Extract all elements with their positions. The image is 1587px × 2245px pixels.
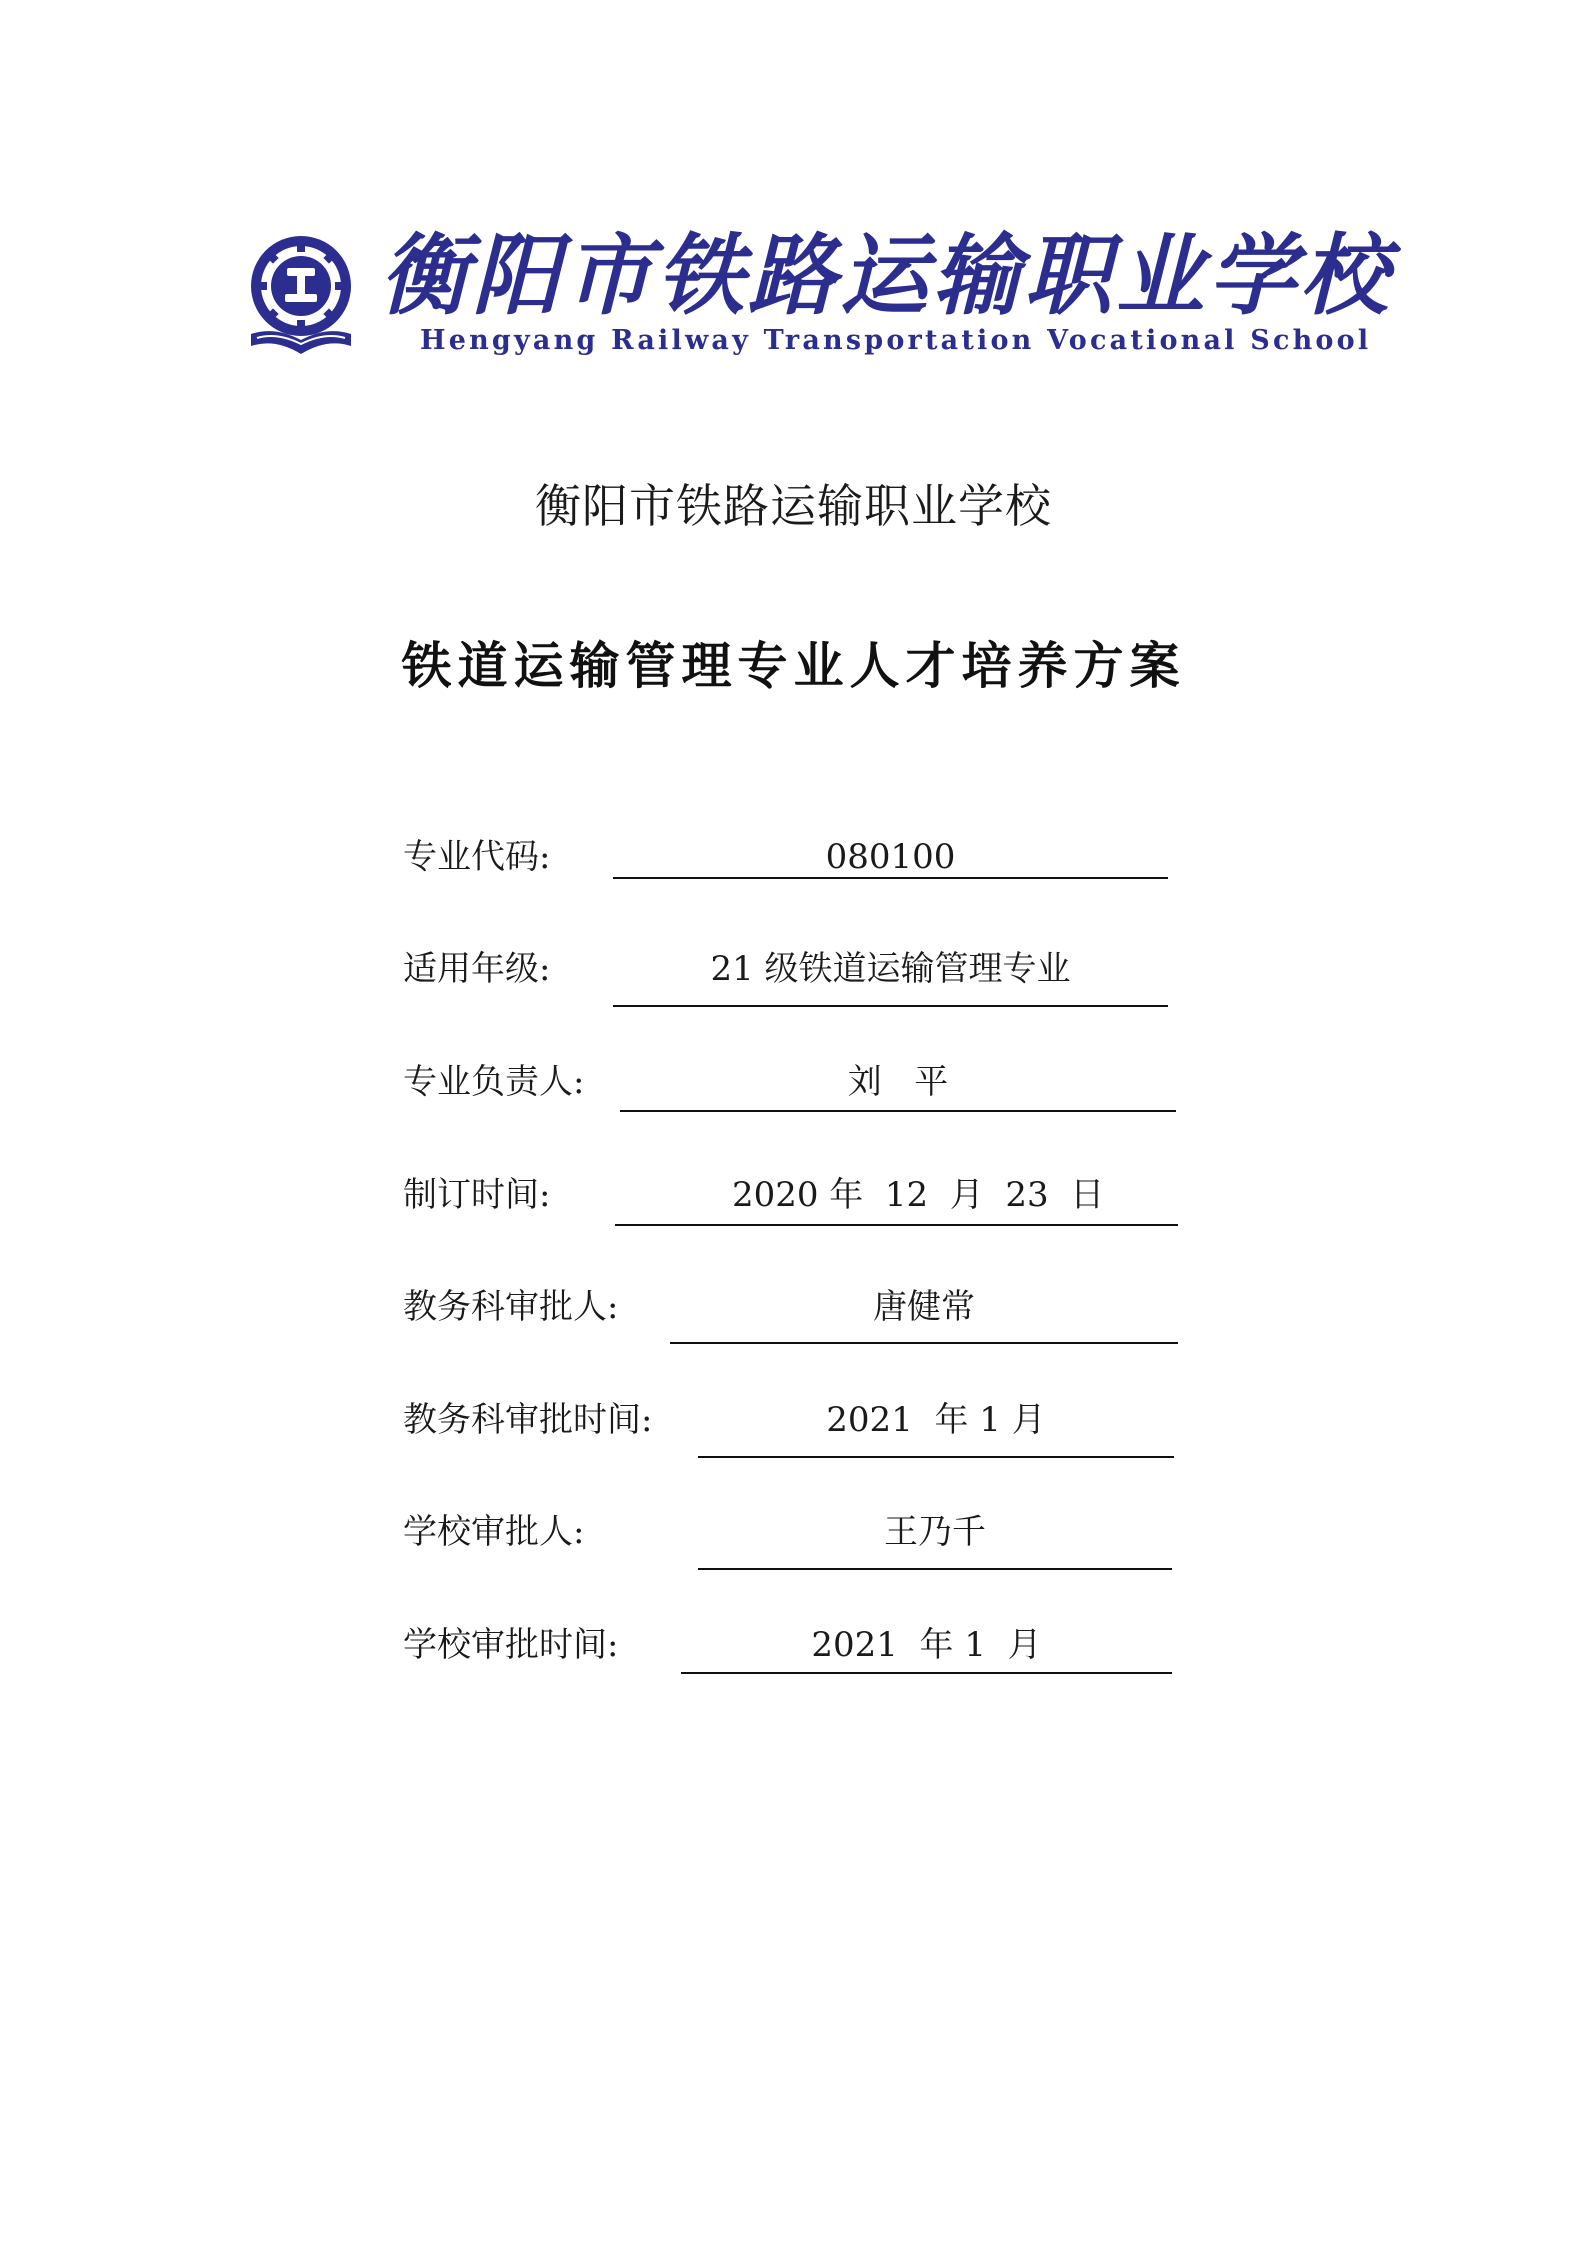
field-underline [670,1342,1178,1344]
school-name: 衡阳市铁路运输职业学校 [535,479,1052,533]
field-underline [681,1672,1172,1674]
field-underline [615,1224,1178,1226]
field-underline [698,1456,1174,1458]
field-value-academic-approver: 唐健常 [873,1287,975,1327]
logo-school-name-en: Hengyang Railway Transportation Vocational School [420,325,1372,356]
field-label-school-approval-date: 学校审批时间: [403,1625,619,1665]
field-underline [613,877,1168,879]
field-label-school-approver: 学校审批人: [403,1512,585,1552]
field-value-drafted-date: 2020 年 12 月 23 日 [688,1175,1105,1215]
plan-title: 铁道运输管理专业人才培养方案 [401,637,1186,695]
field-underline [620,1110,1176,1112]
field-label-major-head: 专业负责人: [403,1062,585,1102]
field-label-academic-approver: 教务科审批人: [403,1287,619,1327]
field-label-major-code: 专业代码: [403,837,551,877]
logo-school-name-cn: 衡阳市铁路运输职业学校 [380,223,1393,327]
field-label-academic-approval-date: 教务科审批时间: [403,1400,653,1440]
field-value-school-approval-date: 2021 年 1 月 [811,1625,1042,1665]
field-underline [698,1568,1172,1570]
field-value-school-approver: 王乃千 [884,1512,986,1552]
field-label-grade: 适用年级: [403,949,551,989]
field-value-major-head: 刘 平 [847,1062,949,1102]
field-value-major-code: 080100 [825,837,956,877]
field-value-academic-approval-date: 2021 年 1 月 [826,1400,1046,1440]
field-label-drafted-date: 制订时间: [403,1175,551,1215]
field-underline [613,1005,1168,1007]
field-value-grade: 21 级铁道运输管理专业 [710,949,1071,989]
